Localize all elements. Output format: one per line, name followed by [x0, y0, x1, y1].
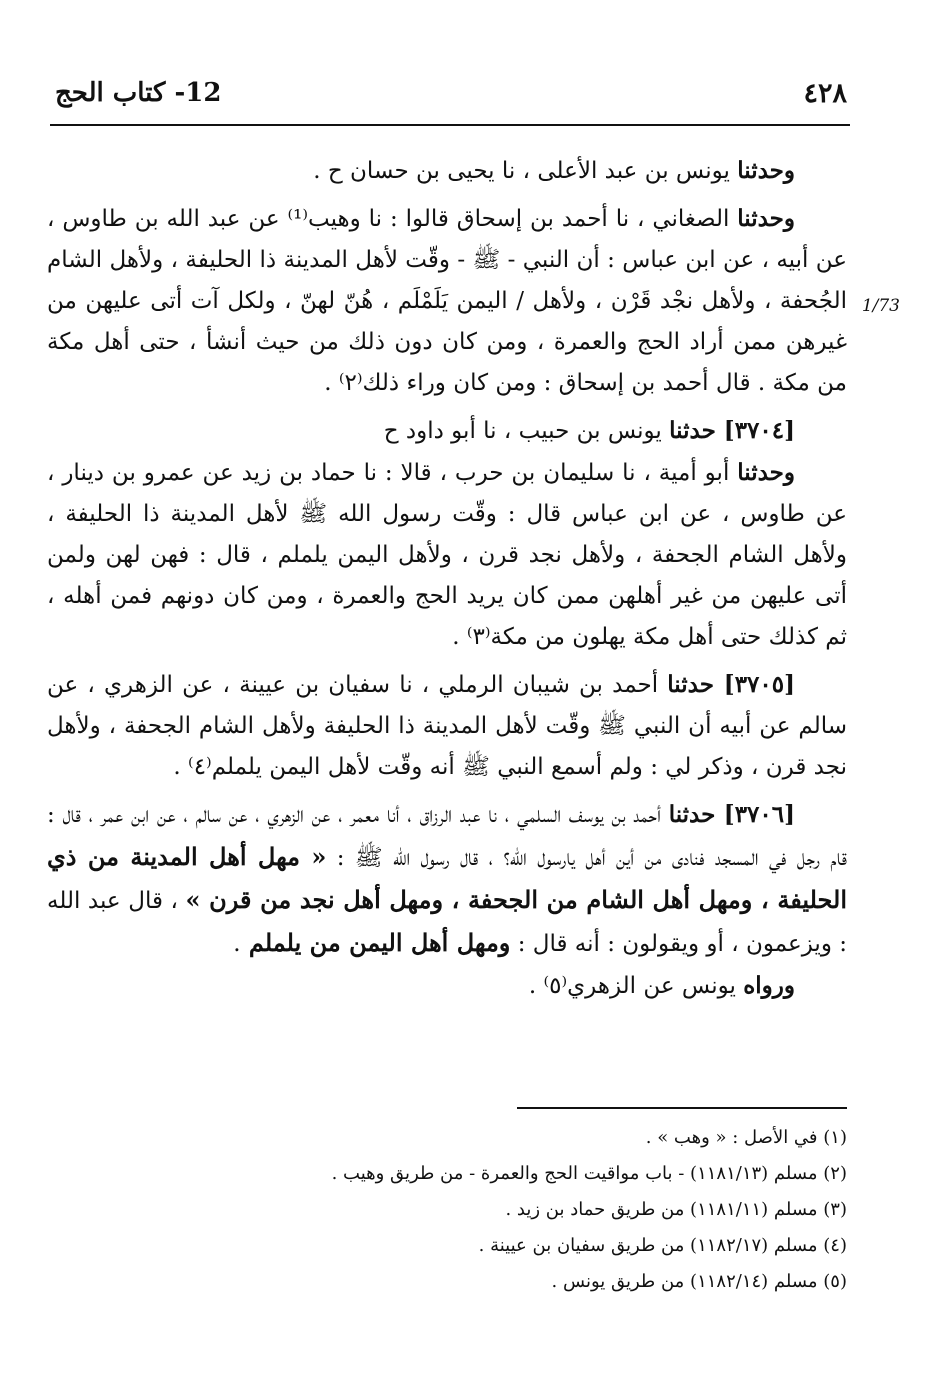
paragraph-text: أبو أمية ، نا سليمان بن حرب ، قالا : نا حماد بن زيد عن عمرو بن دينار ، عن طاوس ، عن ابن عباس قال : وقّت رسول الله ﷺ لأهل المدينة ذا الحليفة ، ولأهل الشام الجحفة ، ولأهل نجد قرن ، ولأهل اليمن يلملم ، قال : فهن لهن ولمن أتى عليهن من غير أهلهن ممن كان يريد الحج والعمرة ، ومن كان دونهم فمن أهله ، ثم كذلك حتى أهل مكة يهلون من مكة⁽٣⁾ . — [47, 460, 847, 650]
page-number: ٤٢٨ — [803, 78, 847, 109]
hadith-number-lead: [٣٧٠٤] حدثنا — [669, 417, 795, 444]
hadith-3706 — [47, 794, 847, 965]
header-divider — [50, 124, 850, 126]
paragraph-lead: ورواه — [743, 972, 795, 999]
prophetic-quote-2: ومهل أهل اليمن من يلملم — [240, 928, 511, 957]
paragraph-text: يونس بن حبيب ، نا أبو داود ح — [383, 418, 670, 444]
prophetic-quote: « مهل أهل المدينة من ذي الحليفة ، ومهل أهل الشام من الجحفة ، ومهل أهل نجد من قرن » — [47, 842, 848, 914]
main-text — [47, 150, 847, 1007]
footnote-2: (٢) مسلم (١١٨١/١٣) - باب مواقيت الحج والعمرة - من طريق وهيب . — [331, 1163, 847, 1184]
paragraph-4 — [47, 452, 847, 658]
footnote-divider — [517, 1107, 847, 1109]
footnote-5: (٥) مسلم (١١٨٢/١٤) من طريق يونس . — [551, 1271, 847, 1292]
paragraph-text: يونس بن عبد الأعلى ، نا يحيى بن حسان ح . — [313, 158, 738, 184]
paragraph-7 — [47, 965, 847, 1007]
paragraph-lead: وحدثنا — [737, 205, 795, 232]
hadith-number-lead: [٣٧٠٥] حدثنا — [667, 671, 795, 698]
paragraph-text: يونس عن الزهري⁽٥⁾ . — [528, 973, 744, 999]
paragraph-2 — [47, 198, 847, 404]
paragraph-text-cont: ، قال عبد الله : ويزعمون ، أو ويقولون : أنه قال : — [47, 888, 847, 957]
margin-reference: 1/73 — [861, 296, 900, 316]
paragraph-text: الصغاني ، نا أحمد بن إسحاق قالوا : نا وهيب⁽¹⁾ عن عبد الله بن طاوس ، عن أبيه ، عن ابن عباس : أن النبي - ﷺ - وقّت لأهل المدينة ذا الحليفة ، ولأهل الشام الجُحفة ، ولأهل نجْد قَرْن ، ولأهل / اليمن يَلَمْلَم ، هُنّ لهنّ ، ولكل آت أتى عليهن من غيرهن ممن أراد الحج والعمرة ، ومن كان دون ذلك من حيث أنشأ ، حتى أهل مكة من مكة . قال أحمد بن إسحاق : ومن كان وراء ذلك⁽٢⁾ . — [47, 206, 847, 396]
footnotes — [67, 1120, 847, 1300]
paragraph-text-end: . — [233, 931, 241, 957]
paragraph-lead: وحدثنا — [737, 459, 795, 486]
paragraph-text: أحمد بن يوسف السلمي ، نا عبد الرزاق ، أنا معمر ، عن الزهري ، عن سالم ، عن ابن عمر ، قال : قام رجل في المسجد فنادى من أين أهل يارسول الله؟ ، قال رسول الله ﷺ : — [47, 802, 847, 871]
paragraph-text: أحمد بن شيبان الرملي ، نا سفيان بن عيينة ، عن الزهري ، عن سالم عن أبيه أن النبي ﷺ وقّت لأهل المدينة ذا الحليفة ولأهل الشام الجحفة ، ولأهل نجد قرن ، وذكر لي : ولم أسمع النبي ﷺ أنه وقّت لأهل اليمن يلملم⁽٤⁾ . — [47, 672, 847, 780]
hadith-3704 — [47, 410, 847, 452]
paragraph-1 — [47, 150, 847, 192]
footnote-4: (٤) مسلم (١١٨٢/١٧) من طريق سفيان بن عيينة . — [478, 1235, 847, 1256]
chapter-title: 12- كتاب الحج — [55, 78, 222, 108]
hadith-3705 — [47, 664, 847, 788]
footnote-1: (١) في الأصل : « وهب » . — [645, 1127, 847, 1148]
footnote-3: (٣) مسلم (١١٨١/١١) من طريق حماد بن زيد . — [505, 1199, 847, 1220]
paragraph-lead: وحدثنا — [737, 157, 795, 184]
hadith-number-lead: [٣٧٠٦] حدثنا — [668, 801, 795, 828]
